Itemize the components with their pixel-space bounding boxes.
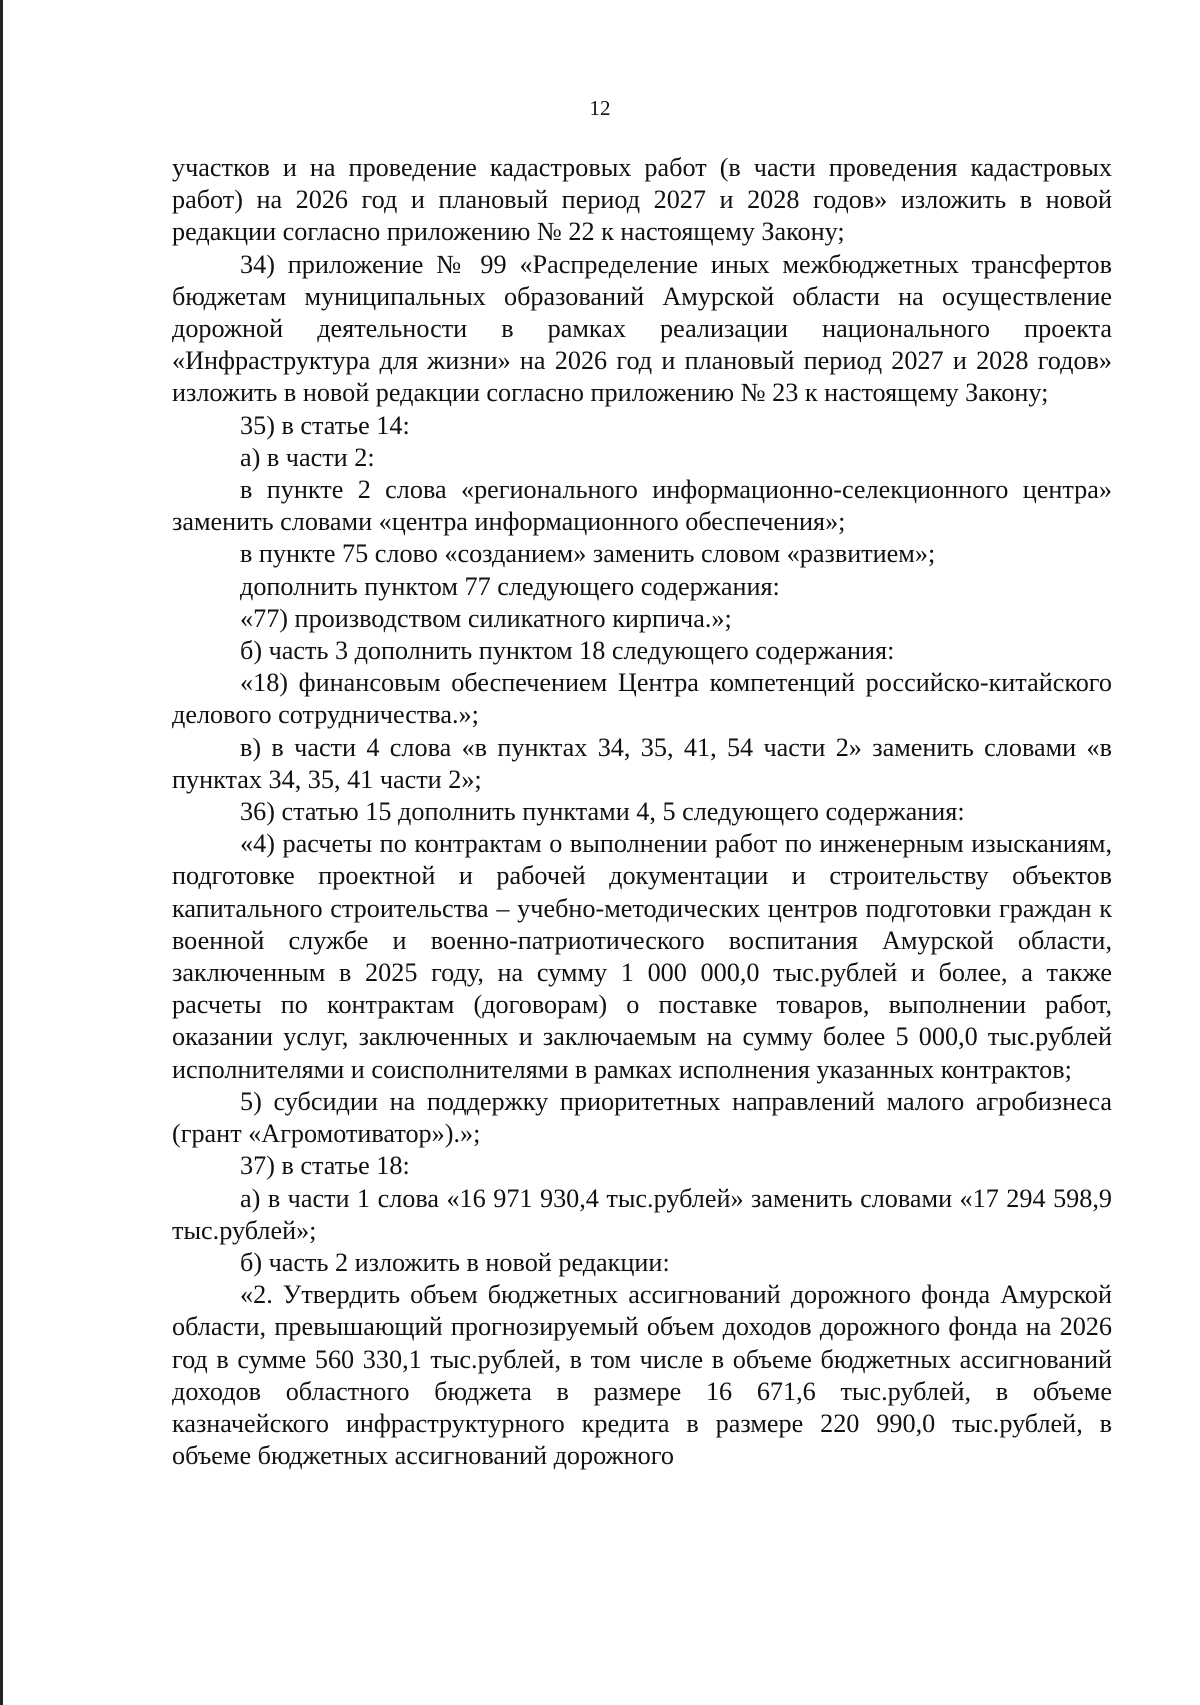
paragraph: 36) статью 15 дополнить пунктами 4, 5 следующего содержания: (240, 797, 965, 827)
paragraph: «18) финансовым обеспечением Центра компетенций российско-китайского делового сотрудничества.»; (172, 668, 1112, 730)
scan-edge-border (0, 0, 3, 1705)
paragraph: в) в части 4 слова «в пунктах 34, 35, 41, 54 части 2» заменить словами «в пунктах 34, 35, 41 части 2»; (172, 732, 1112, 794)
document-body (172, 152, 1112, 1472)
paragraph: 35) в статье 14: (240, 410, 410, 440)
paragraph: 34) приложение № 99 «Распределение иных межбюджетных трансфертов бюджетам муниципальных образований Амурской области на осуществление дорожной деятельности в рамках реализации национального проекта «Инфраструктура для жизни» на 2026 год и плановый период 2027 и 2028 годов» изложить в новой редакции согласно приложению № 23 к настоящему Закону; (172, 249, 1112, 408)
paragraph: «4) расчеты по контрактам о выполнении работ по инженерным изысканиям, подготовке проектной и рабочей документации и строительству объектов капитального строительства – учебно-методических центров подготовки граждан к военной службе и военно-патриотического воспитания Амурской области, заключенным в 2025 году, на сумму 1 000 000,0 тыс.рублей и более, а также расчеты по контрактам (договорам) о поставке товаров, выполнении работ, оказании услуг, заключенных и заключаемым на сумму более 5 000,0 тыс.рублей исполнителями и соисполнителями в рамках исполнения указанных контрактов; (172, 829, 1112, 1084)
paragraph: «77) производством силикатного кирпича.»; (240, 603, 732, 633)
paragraph: участков и на проведение кадастровых работ (в части проведения кадастровых работ) на 2026 год и плановый период 2027 и 2028 годов» изложить в новой редакции согласно приложению № 22 к настоящему Закону; (172, 153, 1112, 247)
paragraph: дополнить пунктом 77 следующего содержания: (240, 571, 780, 601)
paragraph: 5) субсидии на поддержку приоритетных направлений малого агробизнеса (грант «Агромотиватор»).»; (172, 1086, 1112, 1149)
paragraph: «2. Утвердить объем бюджетных ассигнований дорожного фонда Амурской области, превышающий прогнозируемый объем доходов дорожного фонда на 2026 год в сумме 560 330,1 тыс.рублей, в том числе в объеме бюджетных ассигнований доходов областного бюджета в размере 16 671,6 тыс.рублей, в объеме казначейского инфраструктурного кредита в размере 220 990,0 тыс.рублей, в объеме бюджетных ассигнований дорожного (172, 1280, 1112, 1471)
paragraph: а) в части 2: (240, 442, 375, 472)
paragraph: в пункте 75 слово «созданием» заменить словом «развитием»; (240, 539, 936, 569)
paragraph: б) часть 2 изложить в новой редакции: (240, 1247, 670, 1277)
paragraph: 37) в статье 18: (240, 1151, 410, 1181)
paragraph: а) в части 1 слова «16 971 930,4 тыс.рублей» заменить словами «17 294 598,9 тыс.рублей»; (172, 1183, 1112, 1245)
page-number: 12 (589, 96, 611, 120)
paragraph: в пункте 2 слова «регионального информационно-селекционного центра» заменить словами «центра информационного обеспечения»; (172, 475, 1112, 537)
paragraph: б) часть 3 дополнить пунктом 18 следующего содержания: (240, 636, 895, 666)
